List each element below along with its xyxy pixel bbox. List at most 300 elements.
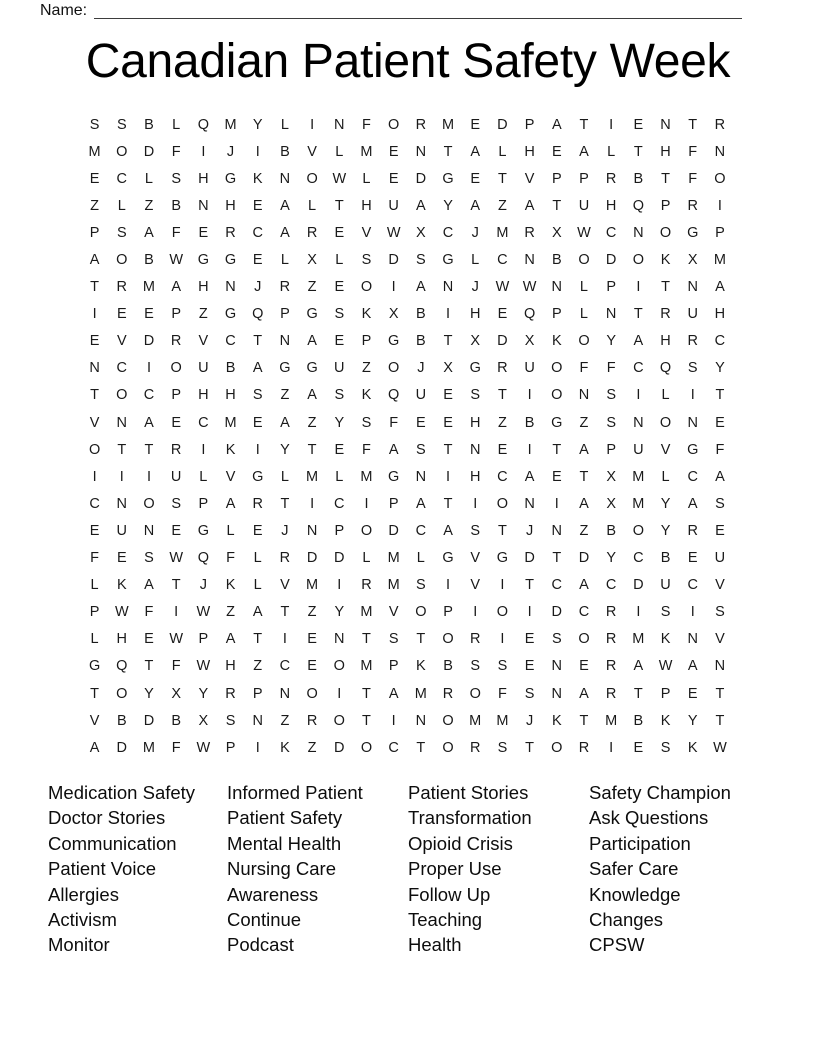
grid-letter: T <box>497 170 507 187</box>
grid-letter: P <box>715 224 725 241</box>
grid-letter: O <box>496 604 509 621</box>
word-bank-item: Proper Use <box>408 858 502 880</box>
grid-letter: P <box>89 604 100 621</box>
grid-letter: P <box>252 685 263 702</box>
grid-letter: L <box>661 468 670 485</box>
grid-letter: I <box>119 468 124 485</box>
grid-letter: W <box>169 550 183 567</box>
grid-letter: O <box>88 441 101 458</box>
grid-letter: S <box>715 495 725 512</box>
grid-letter: M <box>224 414 237 431</box>
grid-letter: P <box>660 685 671 702</box>
grid-letter: L <box>579 306 588 323</box>
grid-letter: E <box>416 414 426 431</box>
grid-letter: O <box>360 739 373 756</box>
grid-letter: T <box>579 116 589 133</box>
grid-letter: N <box>225 279 236 296</box>
grid-letter: S <box>144 550 154 567</box>
grid-letter: Z <box>579 522 589 539</box>
word-bank-item: Follow Up <box>408 883 491 905</box>
grid-letter: A <box>633 658 644 675</box>
grid-letter: S <box>660 739 671 756</box>
grid-letter: E <box>551 468 562 485</box>
grid-letter: V <box>89 712 100 729</box>
grid-letter: I <box>636 604 641 621</box>
grid-letter: B <box>551 252 562 269</box>
grid-letter: R <box>469 739 481 756</box>
grid-letter: B <box>633 712 644 729</box>
grid-letter: I <box>255 143 260 160</box>
grid-letter: Q <box>632 197 644 214</box>
grid-letter: S <box>660 604 671 621</box>
grid-letter: O <box>415 604 427 621</box>
grid-letter: T <box>307 441 317 458</box>
grid-letter: W <box>196 604 211 621</box>
word-bank <box>48 780 768 956</box>
grid-letter: V <box>225 468 236 485</box>
grid-letter: P <box>171 387 181 404</box>
grid-letter: O <box>333 658 345 675</box>
grid-letter: E <box>116 306 127 323</box>
grid-letter: H <box>605 197 617 214</box>
grid-letter: L <box>335 143 344 160</box>
grid-letter: H <box>198 170 209 187</box>
grid-letter: J <box>471 279 479 296</box>
grid-letter: Z <box>497 197 507 214</box>
grid-letter: Z <box>144 197 154 214</box>
grid-letter: A <box>171 279 181 296</box>
grid-letter: O <box>170 360 182 377</box>
grid-letter: P <box>660 197 671 214</box>
grid-letter: T <box>661 170 670 187</box>
grid-letter: R <box>225 224 236 241</box>
grid-letter: T <box>715 387 725 404</box>
grid-letter: S <box>497 739 508 756</box>
grid-letter: R <box>279 279 291 296</box>
grid-letter: J <box>199 577 207 594</box>
grid-letter: V <box>89 414 100 431</box>
grid-letter: E <box>443 414 453 431</box>
grid-letter: N <box>116 495 128 512</box>
word-bank-item: Patient Safety <box>227 807 343 829</box>
grid-letter: G <box>279 360 291 377</box>
word-bank-item: Mental Health <box>227 832 342 854</box>
grid-letter: T <box>579 468 589 485</box>
word-bank-item: Medication Safety <box>48 782 196 803</box>
grid-letter: J <box>525 712 534 729</box>
grid-letter: E <box>388 170 399 187</box>
grid-letter: I <box>473 604 478 621</box>
grid-letter: E <box>524 631 535 648</box>
word-bank-item: Communication <box>48 832 177 854</box>
grid-letter: U <box>170 468 182 485</box>
grid-letter: R <box>605 170 617 187</box>
grid-letter: G <box>224 170 237 187</box>
grid-letter: N <box>279 170 291 187</box>
grid-letter: X <box>551 224 562 241</box>
grid-letter: R <box>497 360 508 377</box>
grid-letter: L <box>90 631 99 648</box>
grid-letter: L <box>280 116 289 133</box>
grid-letter: E <box>470 116 481 133</box>
grid-letter: N <box>687 279 698 296</box>
grid-letter: R <box>306 712 318 729</box>
grid-letter: V <box>280 577 290 594</box>
grid-letter: N <box>415 712 427 729</box>
word-bank-item: CPSW <box>589 934 645 956</box>
grid-letter: E <box>579 658 589 675</box>
grid-letter: L <box>144 170 153 187</box>
grid-letter: T <box>688 116 698 133</box>
grid-letter: A <box>144 224 154 241</box>
grid-letter: I <box>255 739 260 756</box>
grid-letter: I <box>255 441 260 458</box>
grid-letter: I <box>310 495 315 512</box>
grid-letter: F <box>389 414 399 431</box>
grid-letter: P <box>225 739 236 756</box>
grid-letter: O <box>143 495 155 512</box>
grid-letter: S <box>171 170 181 187</box>
word-bank-item: Awareness <box>227 883 319 905</box>
grid-letter: N <box>279 333 291 350</box>
grid-letter: G <box>388 468 400 485</box>
grid-letter: H <box>198 387 209 404</box>
grid-letter: O <box>469 685 481 702</box>
grid-letter: E <box>715 414 725 431</box>
grid-letter: G <box>88 658 101 675</box>
grid-letter: I <box>310 116 315 133</box>
grid-letter: R <box>605 604 617 621</box>
grid-letter: A <box>280 414 290 431</box>
word-bank-column <box>589 780 731 958</box>
grid-letter: O <box>360 279 373 296</box>
grid-letter: T <box>633 143 643 160</box>
grid-letter: N <box>551 279 563 296</box>
grid-letter: K <box>252 170 263 187</box>
grid-letter: P <box>551 170 562 187</box>
grid-letter: O <box>306 170 318 187</box>
grid-letter: S <box>252 387 263 404</box>
grid-letter: P <box>89 224 100 241</box>
word-bank-item: Allergies <box>48 883 119 905</box>
grid-letter: Q <box>116 658 128 675</box>
grid-letter: Z <box>198 306 208 323</box>
grid-letter: X <box>416 224 426 241</box>
grid-letter: C <box>605 577 617 594</box>
grid-letter: T <box>443 495 453 512</box>
word-bank-item: Nursing Care <box>227 858 336 880</box>
grid-letter: U <box>415 387 427 404</box>
grid-letter: K <box>116 577 127 594</box>
grid-letter: S <box>416 252 426 269</box>
grid-letter: B <box>660 550 671 567</box>
grid-letter: T <box>253 333 263 350</box>
grid-letter: A <box>388 441 399 458</box>
grid-letter: Y <box>198 685 209 702</box>
grid-letter: R <box>687 197 698 214</box>
grid-letter: E <box>715 522 725 539</box>
grid-letter: C <box>687 577 698 594</box>
grid-letter: I <box>364 495 369 512</box>
grid-letter: A <box>687 495 698 512</box>
grid-letter: A <box>252 604 263 621</box>
grid-letter: T <box>362 712 371 729</box>
grid-letter: R <box>170 333 182 350</box>
grid-letter: T <box>144 441 154 458</box>
grid-letter: I <box>636 387 641 404</box>
grid-letter: G <box>442 170 454 187</box>
grid-letter: U <box>198 360 209 377</box>
grid-letter: H <box>469 306 481 323</box>
grid-letter: G <box>388 333 400 350</box>
grid-letter: Y <box>660 495 671 512</box>
grid-letter: E <box>307 658 317 675</box>
grid-letter: E <box>171 414 181 431</box>
grid-letter: G <box>551 414 563 431</box>
grid-letter: K <box>361 387 372 404</box>
word-bank-item: Knowledge <box>589 883 681 905</box>
grid-letter: O <box>659 414 672 431</box>
grid-letter: G <box>442 252 454 269</box>
grid-letter: S <box>171 495 181 512</box>
grid-letter: O <box>116 387 128 404</box>
grid-letter: D <box>388 522 399 539</box>
grid-letter: D <box>524 550 535 567</box>
grid-letter: X <box>524 333 535 350</box>
grid-letter: E <box>144 306 154 323</box>
grid-letter: C <box>497 252 508 269</box>
grid-letter: A <box>470 197 481 214</box>
grid-letter: R <box>469 631 481 648</box>
grid-letter: D <box>143 712 155 729</box>
grid-letter: W <box>386 224 401 241</box>
grid-letter: L <box>226 522 235 539</box>
grid-letter: S <box>388 631 399 648</box>
grid-letter: I <box>282 631 287 648</box>
grid-letter: E <box>334 333 345 350</box>
grid-letter: Y <box>660 522 671 539</box>
grid-letter: F <box>171 658 181 675</box>
grid-letter: N <box>578 387 590 404</box>
grid-letter: C <box>334 495 345 512</box>
grid-letter: O <box>632 252 644 269</box>
grid-letter: Z <box>579 414 589 431</box>
grid-letter: Z <box>253 658 263 675</box>
grid-letter: U <box>116 522 128 539</box>
word-bank-column <box>48 780 195 958</box>
grid-letter: F <box>688 143 698 160</box>
grid-letter: E <box>687 550 698 567</box>
grid-letter: W <box>495 279 510 296</box>
grid-letter: X <box>606 468 616 485</box>
grid-letter: B <box>633 170 644 187</box>
grid-letter: C <box>605 224 617 241</box>
grid-letter: N <box>334 631 345 648</box>
grid-letter: K <box>687 739 698 756</box>
grid-letter: R <box>279 550 291 567</box>
grid-letter: M <box>632 468 645 485</box>
grid-letter: Y <box>334 604 345 621</box>
grid-letter: E <box>497 306 508 323</box>
grid-letter: H <box>225 197 236 214</box>
grid-letter: P <box>524 116 535 133</box>
grid-letter: G <box>442 550 454 567</box>
name-row <box>40 2 742 19</box>
grid-letter: S <box>416 441 426 458</box>
grid-letter: B <box>416 333 426 350</box>
grid-letter: I <box>527 441 532 458</box>
grid-letter: N <box>442 279 454 296</box>
grid-letter: E <box>116 550 127 567</box>
word-bank-item: Patient Stories <box>408 782 529 803</box>
grid-letter: D <box>388 252 399 269</box>
grid-letter: I <box>446 306 451 323</box>
grid-letter: L <box>280 468 289 485</box>
grid-letter: B <box>280 143 290 160</box>
grid-letter: H <box>660 333 671 350</box>
grid-letter: V <box>388 604 399 621</box>
grid-letter: R <box>361 577 372 594</box>
word-bank-item: Podcast <box>227 934 294 956</box>
grid-letter: J <box>471 224 479 241</box>
grid-letter: N <box>551 685 563 702</box>
grid-letter: K <box>225 441 236 458</box>
grid-letter: E <box>89 333 100 350</box>
grid-letter: T <box>633 306 643 323</box>
grid-letter: J <box>254 279 262 296</box>
grid-letter: C <box>116 360 128 377</box>
grid-letter: S <box>116 224 127 241</box>
grid-letter: I <box>609 739 614 756</box>
grid-letter: T <box>416 739 426 756</box>
grid-letter: C <box>415 522 427 539</box>
grid-letter: R <box>687 333 698 350</box>
word-bank-item: Participation <box>589 832 691 854</box>
grid-letter: H <box>361 197 372 214</box>
grid-letter: H <box>198 279 209 296</box>
grid-letter: O <box>551 360 563 377</box>
grid-letter: L <box>253 550 262 567</box>
grid-letter: A <box>307 333 317 350</box>
grid-letter: G <box>469 360 481 377</box>
grid-letter: H <box>116 631 128 648</box>
grid-letter: C <box>687 468 698 485</box>
grid-letter: L <box>579 279 588 296</box>
grid-letter: G <box>306 360 318 377</box>
grid-letter: P <box>551 306 562 323</box>
grid-letter: A <box>307 387 317 404</box>
grid-letter: P <box>198 631 209 648</box>
grid-letter: A <box>579 685 589 702</box>
grid-letter: N <box>687 631 698 648</box>
word-bank-item: Safety Champion <box>589 782 731 803</box>
grid-letter: J <box>417 360 425 377</box>
grid-letter: I <box>473 495 478 512</box>
grid-letter: L <box>253 577 262 594</box>
grid-letter: H <box>225 387 236 404</box>
grid-letter: X <box>171 685 181 702</box>
grid-letter: S <box>116 116 127 133</box>
grid-letter: G <box>197 252 209 269</box>
word-bank-column <box>227 780 363 958</box>
grid-letter: O <box>496 495 509 512</box>
grid-letter: L <box>498 143 507 160</box>
grid-letter: T <box>552 550 562 567</box>
grid-letter: Q <box>523 306 536 323</box>
word-bank-item: Changes <box>589 909 664 931</box>
grid-letter: L <box>280 252 289 269</box>
grid-letter: S <box>715 604 725 621</box>
grid-letter: O <box>551 387 563 404</box>
grid-letter: P <box>443 604 453 621</box>
grid-letter: A <box>225 495 236 512</box>
grid-letter: L <box>117 197 126 214</box>
grid-letter: O <box>116 143 128 160</box>
grid-letter: P <box>606 279 616 296</box>
word-bank-item: Patient Voice <box>48 858 156 880</box>
grid-letter: S <box>687 360 698 377</box>
grid-letter: V <box>524 170 535 187</box>
puzzle-title: Canadian Patient Safety Week <box>85 35 731 88</box>
grid-letter: S <box>416 577 426 594</box>
grid-letter: K <box>416 658 426 675</box>
grid-letter: D <box>605 252 617 269</box>
grid-letter: M <box>142 279 156 296</box>
grid-letter: R <box>660 306 671 323</box>
grid-letter: K <box>551 333 562 350</box>
grid-letter: K <box>225 577 236 594</box>
grid-letter: U <box>524 360 535 377</box>
grid-letter: I <box>636 279 641 296</box>
grid-letter: S <box>606 387 616 404</box>
grid-letter: F <box>362 441 371 458</box>
grid-letter: Y <box>715 360 725 377</box>
grid-letter: L <box>90 577 99 594</box>
grid-letter: M <box>605 712 618 729</box>
grid-letter: R <box>605 685 617 702</box>
grid-letter: A <box>89 252 100 269</box>
grid-letter: L <box>335 468 344 485</box>
grid-letter: K <box>660 712 671 729</box>
grid-letter: T <box>715 685 725 702</box>
grid-letter: L <box>661 387 670 404</box>
grid-letter: N <box>551 658 563 675</box>
grid-letter: N <box>605 306 617 323</box>
grid-letter: N <box>198 197 209 214</box>
grid-letter: F <box>497 685 507 702</box>
grid-letter: F <box>226 550 235 567</box>
grid-letter: P <box>334 522 345 539</box>
grid-letter: F <box>144 604 154 621</box>
grid-letter: W <box>169 631 183 648</box>
grid-letter: G <box>306 306 318 323</box>
grid-letter: T <box>633 685 643 702</box>
word-bank-item: Continue <box>227 909 302 931</box>
grid-letter: B <box>416 306 426 323</box>
grid-letter: U <box>578 197 590 214</box>
grid-letter: V <box>361 224 372 241</box>
grid-letter: I <box>337 685 342 702</box>
grid-letter: O <box>578 631 590 648</box>
grid-letter: T <box>362 685 371 702</box>
grid-letter: F <box>171 739 181 756</box>
grid-letter: S <box>89 116 100 133</box>
grid-letter: L <box>362 550 371 567</box>
grid-letter: F <box>90 550 100 567</box>
grid-letter: T <box>443 333 453 350</box>
grid-letter: S <box>606 414 616 431</box>
grid-letter: S <box>361 252 372 269</box>
